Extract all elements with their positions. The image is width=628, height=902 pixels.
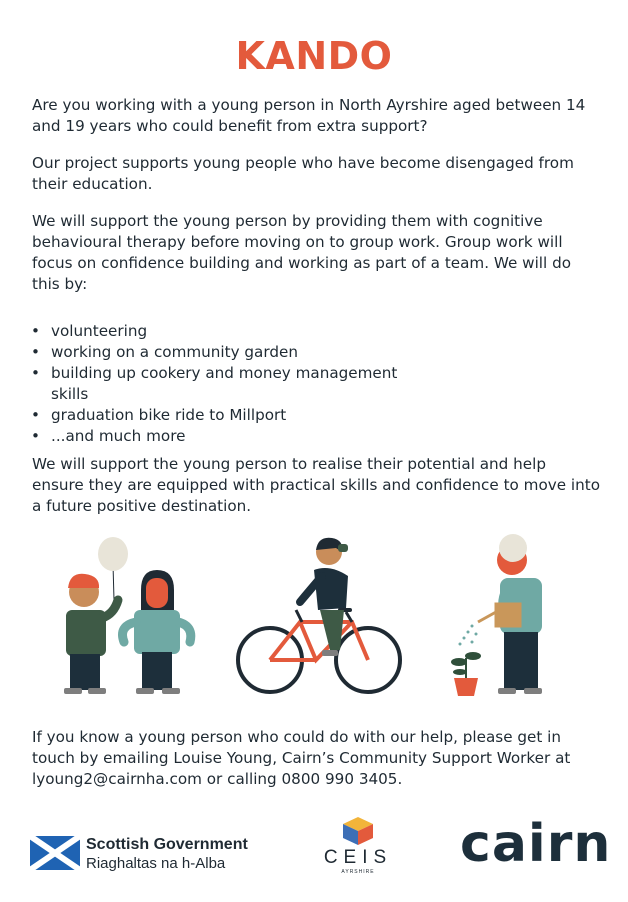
- bicycle-icon: [238, 608, 400, 692]
- list-item: • working on a community garden: [30, 342, 430, 363]
- ceis-cube-icon: [343, 817, 373, 845]
- ceis-logo: [318, 815, 398, 875]
- watering-can-icon: [478, 604, 520, 626]
- potential-paragraph: We will support the young person to realise their potential and help ensure they are equipped with practical skills and confidence to move into a future positive destination.: [32, 455, 600, 515]
- scottish-gov-name: Scottish Government: [86, 836, 248, 853]
- list-item: • ...and much more: [30, 426, 430, 447]
- list-item: • graduation bike ride to Millport: [30, 405, 430, 426]
- list-item: • building up cookery and money management skills: [30, 363, 430, 405]
- ceis-subtitle: AYRSHIRE: [341, 869, 375, 875]
- project-paragraph: Our project supports young people who have become disengaged from their education.: [32, 154, 574, 193]
- list-item: • volunteering: [30, 321, 430, 342]
- plant-icon: [451, 652, 481, 696]
- intro-paragraph: Are you working with a young person in North Ayrshire aged between 14 and 19 years who could benefit from extra support?: [32, 96, 586, 135]
- balloon-icon: [98, 537, 128, 571]
- contact-paragraph: If you know a young person who could do with our help, please get in touch by emailing Louise Young, Cairn’s Community Support Worker at lyoung2@cairnha.com or calling 0800 990 3405.: [32, 728, 571, 788]
- ceis-wordmark: CEIS: [323, 847, 393, 868]
- support-paragraph: We will support the young person by providing them with cognitive behavioural therapy before moving on to group work. Group work will focus on confidence building and working as part of a team. We will do this by:: [32, 212, 572, 293]
- cairn-logo: cairn: [460, 814, 612, 874]
- young-people-illustration: [64, 537, 191, 694]
- scottish-gov-gaelic-name: Riaghaltas na h-Alba: [86, 855, 226, 872]
- activity-list: [30, 321, 430, 447]
- gardener-illustration: [451, 534, 542, 696]
- saltire-flag-icon: [30, 836, 80, 870]
- illustration: [0, 530, 628, 710]
- scottish-government-logo: [30, 830, 270, 878]
- cyclist-illustration: [238, 538, 400, 692]
- page-title: KANDO: [235, 34, 393, 78]
